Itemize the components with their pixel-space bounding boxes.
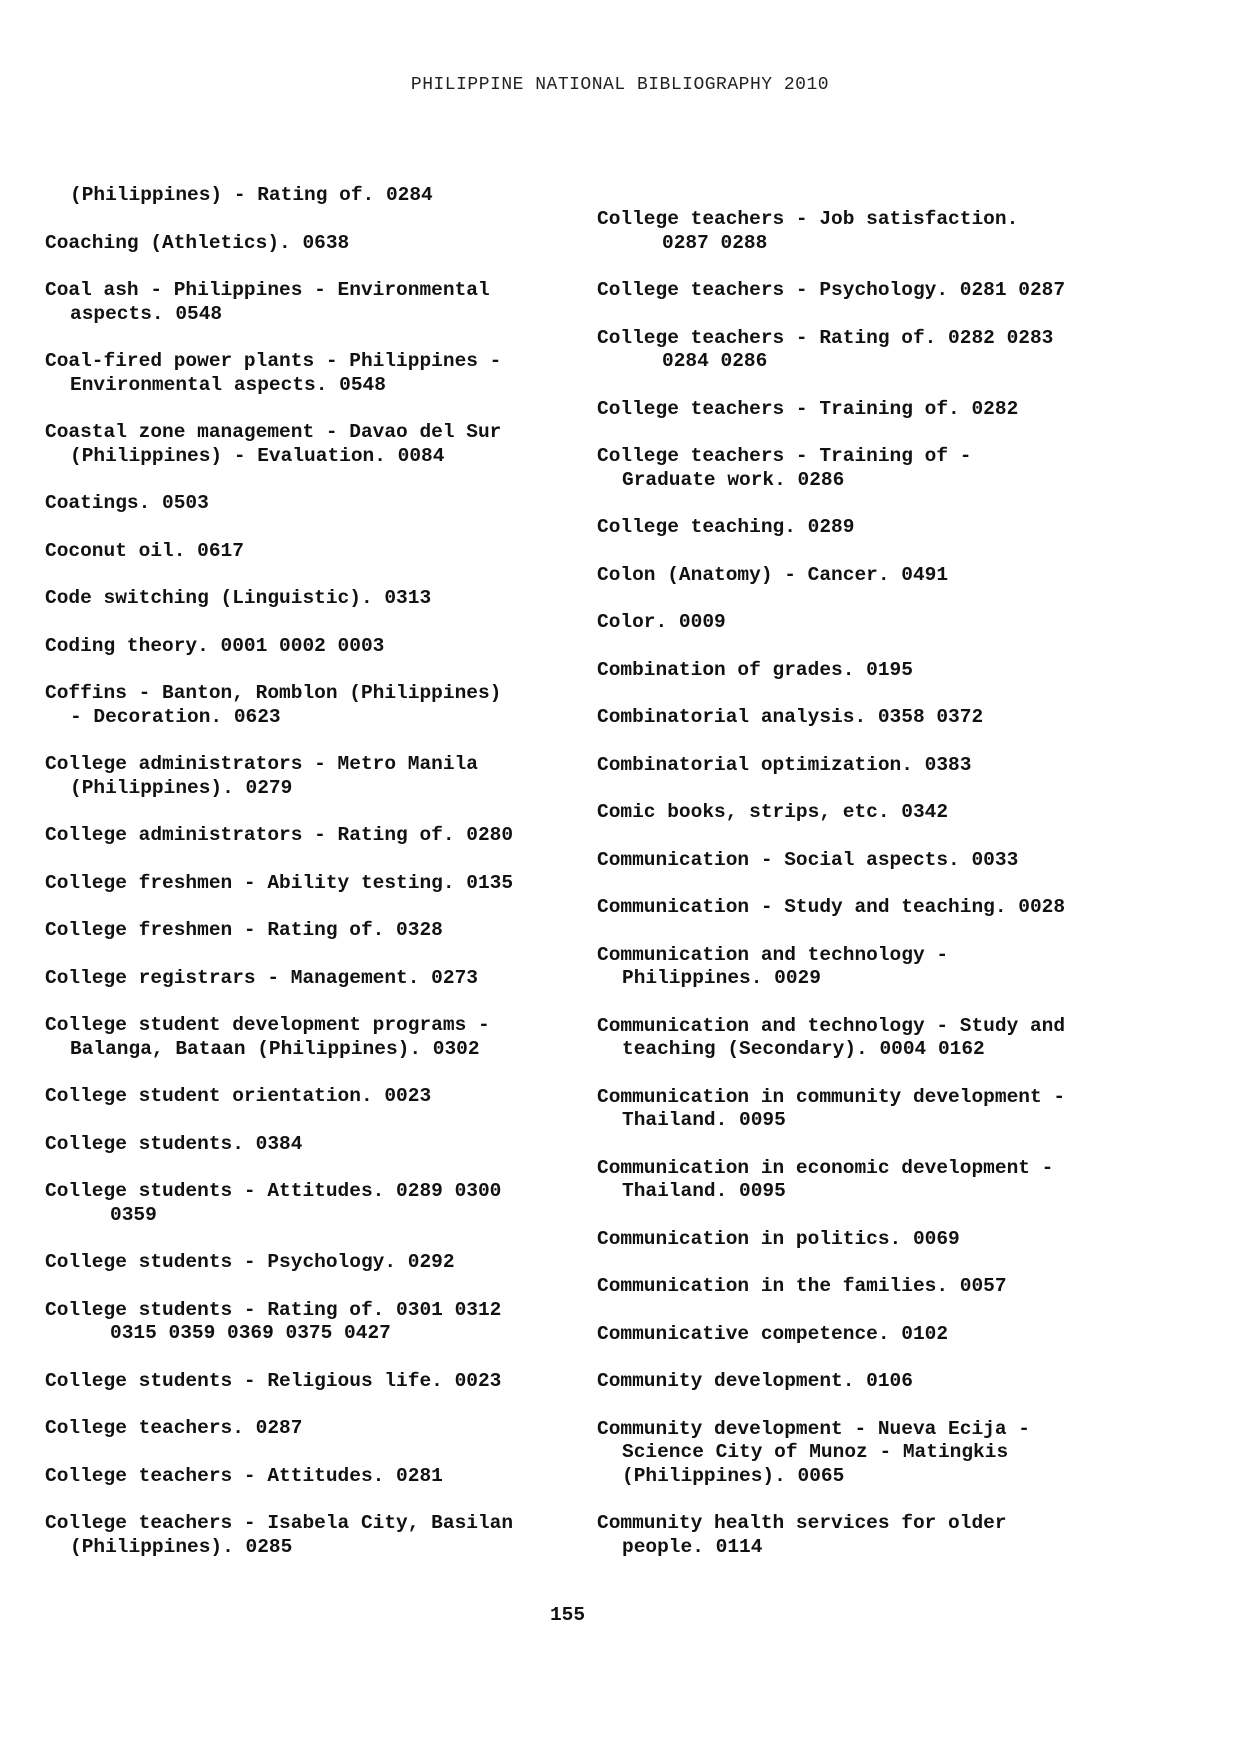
index-entry — [597, 1370, 1142, 1394]
index-entry — [45, 1014, 590, 1061]
index-column-left — [45, 184, 590, 1583]
index-entry — [597, 516, 1142, 540]
index-entry-line: College teachers - Training of. 0282 — [597, 397, 1019, 420]
index-entry-line: Environmental aspects. 0548 — [70, 373, 386, 396]
index-entry-line: Balanga, Bataan (Philippines). 0302 — [70, 1037, 480, 1060]
index-entry — [597, 896, 1142, 920]
index-entry-line: Coal-fired power plants - Philippines - — [45, 350, 502, 372]
index-entry — [597, 564, 1142, 588]
index-entry-line: College teaching. 0289 — [597, 516, 855, 538]
index-entry-line: Coatings. 0503 — [45, 492, 209, 514]
index-entry — [597, 1275, 1142, 1299]
running-header: PHILIPPINE NATIONAL BIBLIOGRAPHY 2010 — [410, 75, 830, 95]
index-entry — [597, 445, 1142, 492]
index-entry-line: College freshmen - Ability testing. 0135 — [45, 871, 514, 894]
index-entry — [45, 824, 590, 848]
index-entry — [45, 421, 590, 468]
index-entry — [45, 350, 590, 397]
index-entry — [45, 492, 590, 516]
index-entry-line: Coaching (Athletics). 0638 — [45, 231, 350, 254]
index-entry-line: aspects. 0548 — [70, 302, 223, 325]
index-entry — [45, 1251, 590, 1275]
index-entry — [45, 1512, 590, 1559]
index-entry — [597, 398, 1142, 422]
index-entry-line: Code switching (Linguistic). 0313 — [45, 587, 432, 609]
index-entry-line: College students - Religious life. 0023 — [45, 1369, 502, 1392]
index-entry-line: College teachers - Attitudes. 0281 — [45, 1464, 443, 1487]
index-entry-line: Communicative competence. 0102 — [597, 1322, 949, 1345]
index-entry — [45, 540, 590, 564]
index-entry-line: Communication and technology - Study and — [597, 1014, 1066, 1037]
index-entry-line: Science City of Munoz - Matingkis — [622, 1441, 1009, 1463]
index-entry-line: Colon (Anatomy) - Cancer. 0491 — [597, 563, 949, 586]
index-entry-line: Thailand. 0095 — [622, 1180, 786, 1202]
index-entry-line: people. 0114 — [622, 1535, 763, 1558]
index-column-right — [597, 208, 1142, 1583]
index-entry-line: College teachers - Rating of. 0282 0283 — [597, 326, 1054, 349]
index-entry — [45, 919, 590, 943]
index-entry-line: Communication and technology - — [597, 943, 949, 966]
index-entry-line: teaching (Secondary). 0004 0162 — [622, 1038, 985, 1060]
index-entry-line: College students - Psychology. 0292 — [45, 1251, 455, 1273]
index-entry-line: (Philippines) - Rating of. 0284 — [70, 184, 433, 206]
index-entry-line: Community health services for older — [597, 1512, 1007, 1534]
index-entry — [597, 208, 1142, 255]
index-entry-line: College student development programs - — [45, 1014, 490, 1036]
index-entry — [597, 1228, 1142, 1252]
index-entry — [45, 232, 590, 256]
index-entry-line: 0359 — [110, 1203, 157, 1226]
index-entry-line: College teachers - Training of - — [597, 445, 972, 467]
index-entry-line: College administrators - Metro Manila — [45, 753, 478, 775]
index-entry — [597, 801, 1142, 825]
index-entry — [45, 1299, 590, 1346]
index-entry-line: College students - Attitudes. 0289 0300 — [45, 1180, 502, 1202]
index-entry — [45, 753, 590, 800]
index-entry — [45, 635, 590, 659]
index-entry — [597, 849, 1142, 873]
index-entry-line: Communication in community development - — [597, 1085, 1066, 1108]
index-entry-line: (Philippines) - Evaluation. 0084 — [70, 444, 445, 467]
index-entry-line: College students - Rating of. 0301 0312 — [45, 1298, 502, 1321]
index-entry — [45, 1085, 590, 1109]
index-entry-line: Coding theory. 0001 0002 0003 — [45, 634, 385, 657]
index-entry-line: Philippines. 0029 — [622, 967, 821, 989]
index-entry — [597, 1015, 1142, 1062]
index-entry — [597, 1418, 1142, 1489]
index-entry-line: Communication in the families. 0057 — [597, 1275, 1007, 1297]
index-entry-line: College student orientation. 0023 — [45, 1085, 432, 1107]
index-entry-line: Color. 0009 — [597, 611, 726, 633]
index-entry-line: 0315 0359 0369 0375 0427 — [110, 1322, 391, 1344]
index-entry-line: 0287 0288 — [662, 231, 768, 254]
index-entry-line: Comic books, strips, etc. 0342 — [597, 801, 949, 823]
index-entry-line: Coffins - Banton, Romblon (Philippines) — [45, 682, 502, 704]
index-entry-line: Coal ash - Philippines - Environmental — [45, 279, 490, 301]
index-entry — [597, 1323, 1142, 1347]
index-entry — [45, 872, 590, 896]
index-entry-line: Combinatorial optimization. 0383 — [597, 753, 972, 776]
index-entry — [45, 184, 590, 208]
index-entry-line: Communication in economic development - — [597, 1156, 1054, 1179]
index-entry — [45, 682, 590, 729]
index-entry-line: Thailand. 0095 — [622, 1109, 786, 1131]
index-entry — [597, 754, 1142, 778]
index-entry — [45, 1180, 590, 1227]
index-entry — [597, 1157, 1142, 1204]
index-entry — [597, 1086, 1142, 1133]
index-entry-line: Graduate work. 0286 — [622, 468, 845, 491]
index-entry — [597, 944, 1142, 991]
index-entry — [45, 587, 590, 611]
index-entry — [597, 706, 1142, 730]
index-entry-line: Combinatorial analysis. 0358 0372 — [597, 706, 984, 728]
index-entry — [597, 611, 1142, 635]
index-entry-line: (Philippines). 0065 — [622, 1464, 845, 1487]
index-entry-line: College teachers - Isabela City, Basilan — [45, 1512, 514, 1534]
index-entry-line: - Decoration. 0623 — [70, 705, 281, 728]
index-entry — [597, 279, 1142, 303]
index-entry-line: College students. 0384 — [45, 1132, 303, 1155]
index-entry — [597, 327, 1142, 374]
index-entry-line: College freshmen - Rating of. 0328 — [45, 919, 443, 941]
index-entry — [45, 967, 590, 991]
index-entry-line: Coastal zone management - Davao del Sur — [45, 421, 502, 443]
index-entry-line: Community development. 0106 — [597, 1370, 913, 1392]
index-entry-line: College registrars - Management. 0273 — [45, 966, 478, 989]
index-entry-line: College teachers - Job satisfaction. — [597, 208, 1019, 230]
index-entry-line: College teachers. 0287 — [45, 1417, 303, 1439]
index-entry — [45, 1133, 590, 1157]
index-entry-line: 0284 0286 — [662, 350, 768, 372]
index-entry — [45, 279, 590, 326]
index-entry-line: (Philippines). 0279 — [70, 776, 293, 799]
index-entry-line: College teachers - Psychology. 0281 0287 — [597, 279, 1066, 301]
index-entry-line: Communication in politics. 0069 — [597, 1227, 960, 1250]
index-entry-line: Communication - Study and teaching. 0028 — [597, 896, 1066, 918]
page-number: 155 — [549, 1604, 586, 1626]
index-entry-line: College administrators - Rating of. 0280 — [45, 824, 514, 846]
index-entry-line: Communication - Social aspects. 0033 — [597, 848, 1019, 871]
index-entry — [45, 1417, 590, 1441]
index-entry — [45, 1465, 590, 1489]
index-entry — [597, 659, 1142, 683]
index-entry — [597, 1512, 1142, 1559]
index-entry-line: Coconut oil. 0617 — [45, 539, 244, 562]
index-entry-line: Combination of grades. 0195 — [597, 658, 913, 681]
index-entry — [45, 1370, 590, 1394]
index-entry-line: (Philippines). 0285 — [70, 1535, 293, 1558]
index-entry-line: Community development - Nueva Ecija - — [597, 1417, 1030, 1440]
